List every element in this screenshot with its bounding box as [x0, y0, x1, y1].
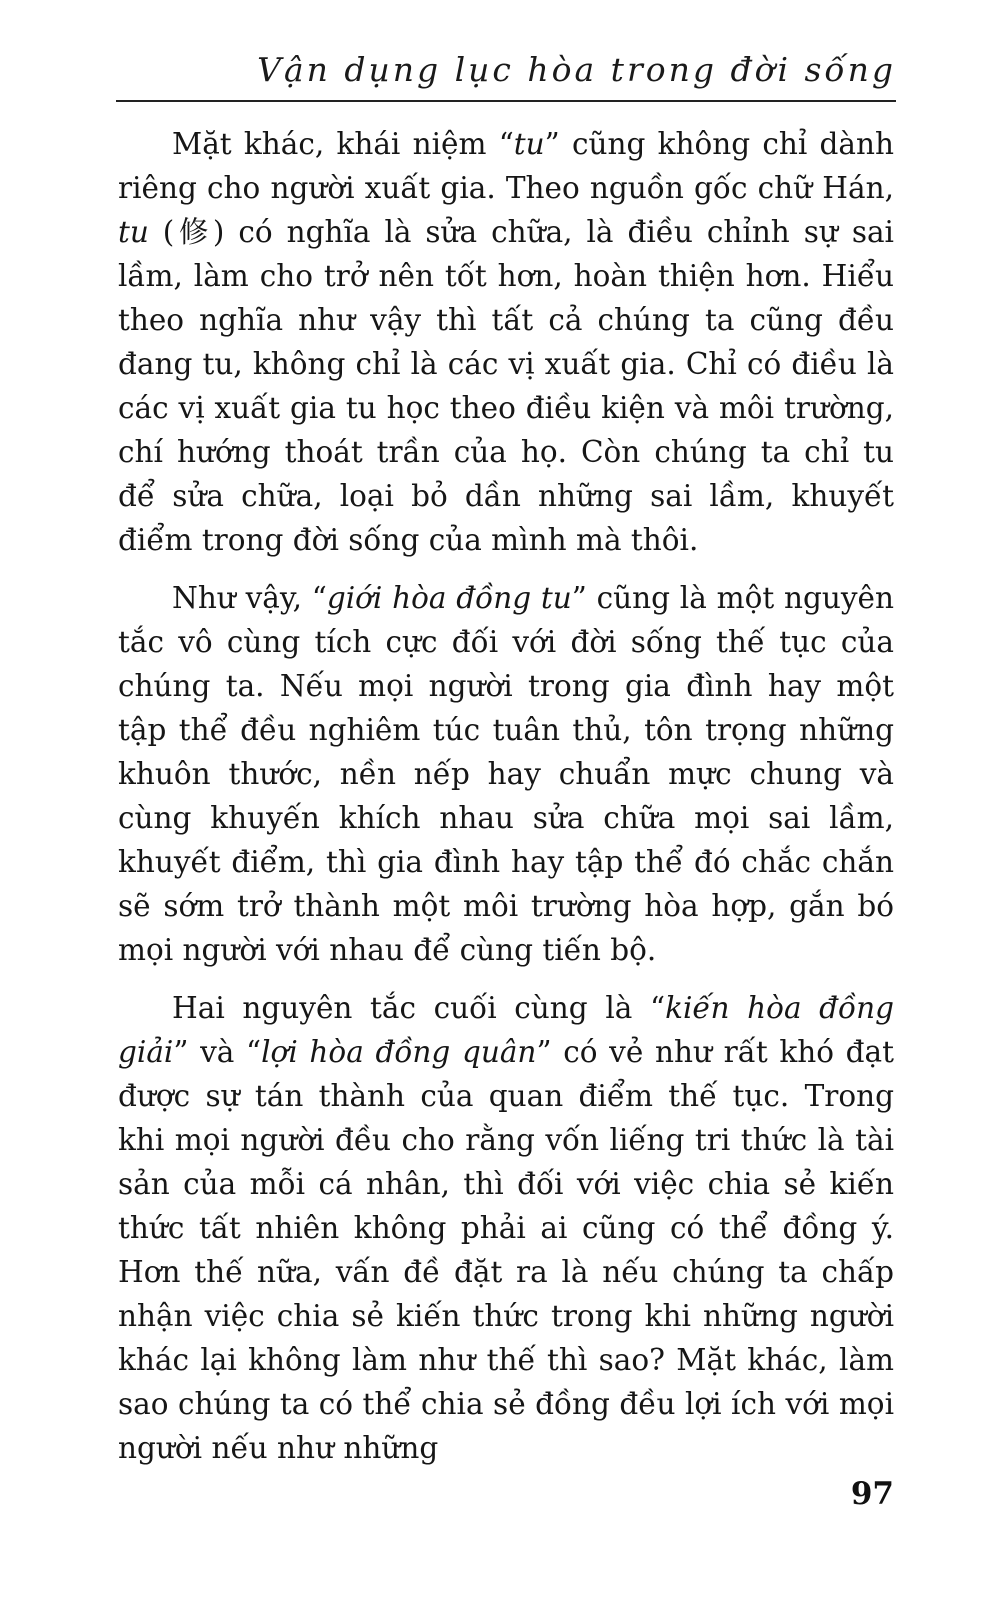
italic-term: lợi hòa đồng quân — [261, 1035, 537, 1069]
paragraph-1 — [118, 122, 894, 562]
text-run: ” cũng không chỉ dành riêng cho người xuất gia. Theo nguồn gốc chữ Hán, — [118, 127, 894, 205]
italic-term: tu — [118, 215, 149, 249]
text-run: Hai nguyên tắc cuối cùng là “ — [172, 991, 666, 1025]
paragraph-3 — [118, 986, 894, 1470]
text-run: Mặt khác, khái niệm “ — [172, 127, 514, 161]
italic-term: giới hòa đồng tu — [326, 581, 572, 615]
running-header — [116, 48, 896, 102]
running-title: Vận dụng lục hòa trong đời sống — [257, 50, 896, 89]
body-text — [118, 122, 894, 1484]
italic-term: kiến hòa đồng giải — [118, 991, 894, 1069]
text-run: ” và “ — [173, 1035, 262, 1069]
text-run: ” có vẻ như rất khó đạt được sự tán thành của quan điểm thế tục. Trong khi mọi người đều cho rằng vốn liếng tri thức là tài sản của mỗi cá nhân, thì đối với việc chia sẻ kiến thức tất nhiên không phải ai cũng có thể đồng ý. Hơn thế nữa, vấn đề đặt ra là nếu chúng ta chấp nhận việc chia sẻ kiến thức trong khi những người khác lại không làm như thế thì sao? Mặt khác, làm sao chúng ta có thể chia sẻ đồng đều lợi ích với mọi người nếu như những — [118, 1035, 894, 1465]
text-run: (修) có nghĩa là sửa chữa, là điều chỉnh sự sai lầm, làm cho trở nên tốt hơn, hoàn thiện hơn. Hiểu theo nghĩa như vậy thì tất cả chúng ta cũng đều đang tu, không chỉ là các vị xuất gia. Chỉ có điều là các vị xuất gia tu học theo điều kiện và môi trường, chí hướng thoát trần của họ. Còn chúng ta chỉ tu để sửa chữa, loại bỏ dần những sai lầm, khuyết điểm trong đời sống của mình mà thôi. — [118, 215, 894, 557]
text-run: ” cũng là một nguyên tắc vô cùng tích cực đối với đời sống thế tục của chúng ta. Nếu mọi người trong gia đình hay một tập thể đều nghiêm túc tuân thủ, tôn trọng những khuôn thước, nền nếp hay chuẩn mực chung và cùng khuyến khích nhau sửa chữa mọi sai lầm, khuyết điểm, thì gia đình hay tập thể đó chắc chắn sẽ sớm trở thành một môi trường hòa hợp, gắn bó mọi người với nhau để cùng tiến bộ. — [118, 581, 894, 967]
text-run: Như vậy, “ — [172, 581, 327, 615]
italic-term: tu — [513, 127, 545, 161]
page-number: 97 — [850, 1476, 894, 1512]
paragraph-2 — [118, 576, 894, 972]
